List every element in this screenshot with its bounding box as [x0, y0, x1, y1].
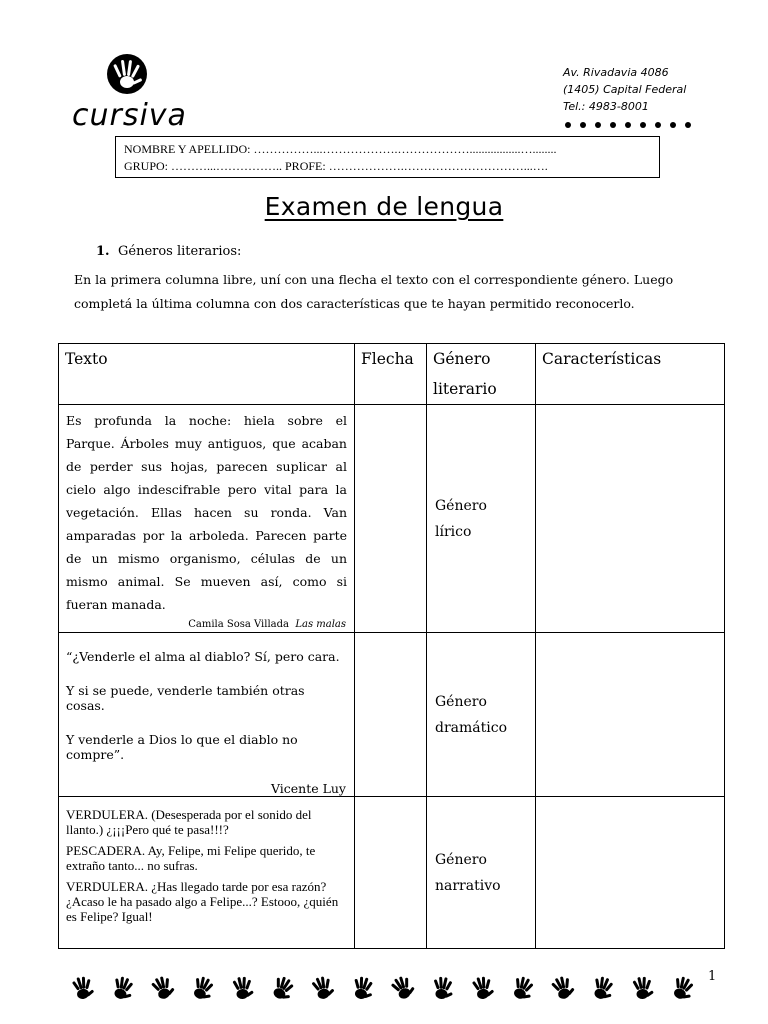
header-texto: Texto [59, 344, 355, 405]
arrow-cell[interactable] [355, 797, 427, 949]
decorative-hands-footer-icon [70, 972, 710, 1004]
question-instructions: En la primera columna libre, uní con una flecha el texto con el correspondiente género. Luego completá la última columna con dos características que te hayan permitido reconocerlo. [74, 272, 674, 311]
header-caracteristicas: Características [536, 344, 725, 405]
page-title: Examen de lengua [264, 192, 504, 221]
characteristics-cell[interactable] [536, 633, 725, 797]
header-flecha: Flecha [355, 344, 427, 405]
genre-label: Género lírico [435, 497, 487, 540]
table-row [59, 405, 725, 633]
text-cell [59, 405, 355, 633]
genre-cell [427, 405, 536, 633]
address-line: Av. Rivadavia 4086 [563, 66, 669, 79]
text-cell [59, 633, 355, 797]
header-genero: Género literario [427, 344, 536, 405]
arrow-cell[interactable] [355, 405, 427, 633]
quote-author: Vicente Luy [270, 781, 346, 796]
genres-table [58, 343, 725, 949]
student-id-box [115, 136, 660, 178]
characteristics-cell[interactable] [536, 405, 725, 633]
address-line: (1405) Capital Federal [563, 83, 687, 96]
dialogue-line: VERDULERA. (Desesperada por el sonido del llanto.) ¿¡¡¡Pero qué te pasa!!!? [66, 807, 312, 837]
school-address [563, 64, 686, 115]
genre-cell [427, 797, 536, 949]
genre-label: Género dramático [435, 693, 507, 736]
name-field-line: NOMBRE Y APELLIDO: ……………...……………….……………….................…........ [124, 142, 557, 156]
table-row [59, 797, 725, 949]
quote-line: Y venderle a Dios lo que el diablo no compre”. [66, 732, 298, 762]
table-row [59, 633, 725, 797]
lyric-text: Es profunda la noche: hiela sobre el Parque. Árboles muy antiguos, que acaban de perder sus hojas, parecen suplicar al cielo algo indescifrable pero vital para la vegetación. Ellas hacen su ronda. Van amparadas por la arboleda. Parecen parte de un mismo organismo, células de un mismo animal. Se mueven así, como si fueran manada. [66, 413, 347, 612]
dialogue-line: VERDULERA. ¿Has llegado tarde por esa razón? ¿Acaso le ha pasado algo a Felipe...? Estooo, ¿quién es Felipe? Igual! [66, 879, 339, 924]
question-label: Géneros literarios: [118, 244, 242, 259]
arrow-cell[interactable] [355, 633, 427, 797]
text-source: Camila Sosa Villada Las malas [188, 619, 346, 630]
genre-cell [427, 633, 536, 797]
address-line: Tel.: 4983-8001 [563, 100, 649, 113]
quote-line: Y si se puede, venderle también otras cosas. [66, 683, 305, 713]
question-number: 1. [96, 244, 110, 259]
quote-line: “¿Venderle el alma al diablo? Sí, pero cara. [66, 649, 340, 664]
page-number: 1 [708, 969, 717, 984]
dialogue-line: PESCADERA. Ay, Felipe, mi Felipe querido, te extraño tanto... no sufras. [66, 843, 316, 873]
characteristics-cell[interactable] [536, 797, 725, 949]
logo-wordmark: cursiva [72, 98, 187, 133]
table-header-row [59, 344, 725, 405]
text-cell [59, 797, 355, 949]
decorative-dots-icon [563, 119, 698, 131]
genre-label: Género narrativo [435, 851, 501, 894]
group-teacher-field-line: GRUPO: ………...…………….. PROFE: ……………….…………………………...…. [124, 159, 548, 173]
question-heading [96, 244, 241, 259]
